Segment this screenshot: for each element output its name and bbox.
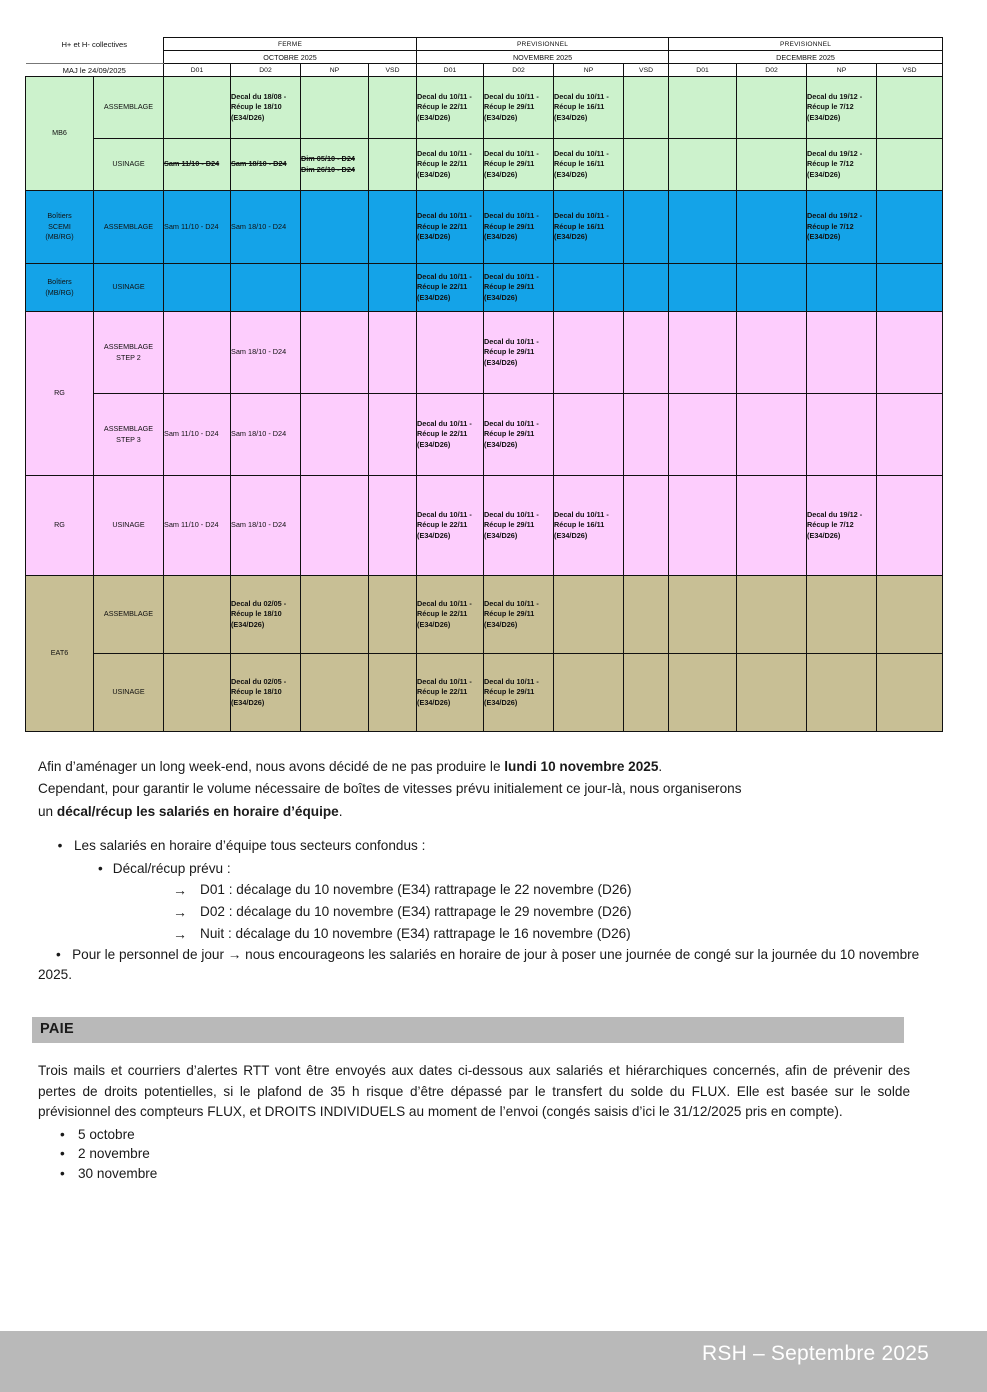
schedule-cell[interactable]: Sam 18/10 - D24	[231, 312, 301, 394]
schedule-cell[interactable]	[624, 312, 669, 394]
schedule-cell[interactable]: Decal du 10/11 - Récup le 22/11 (E34/D26)	[417, 191, 484, 264]
paie-section-title: PAIE	[40, 1021, 74, 1037]
col-nov-d01: D01	[417, 64, 484, 77]
schedule-cell[interactable]	[669, 77, 737, 139]
col-nov-d02: D02	[484, 64, 554, 77]
arrow-item-d02	[173, 902, 938, 923]
schedule-cell[interactable]	[369, 139, 417, 191]
schedule-cell[interactable]	[164, 576, 231, 654]
schedule-cell[interactable]	[877, 312, 943, 394]
schedule-cell[interactable]	[877, 394, 943, 476]
col-oct-d02: D02	[231, 64, 301, 77]
intro-line-3	[38, 802, 938, 822]
bullet-level1-label: Les salariés en horaire d’équipe tous secteurs confondus :	[74, 838, 426, 854]
bullet-level1	[56, 836, 938, 856]
schedule-cell[interactable]	[737, 576, 807, 654]
table-head	[26, 38, 943, 77]
schedule-cell[interactable]	[669, 264, 737, 312]
operation-label: ASSEMBLAGE	[94, 191, 164, 264]
schedule-cell[interactable]: Decal du 10/11 - Récup le 22/11 (E34/D26)	[417, 77, 484, 139]
bullet-personnel-de-jour	[38, 945, 938, 986]
col-dec-d01: D01	[669, 64, 737, 77]
operation-label: ASSEMBLAGE	[94, 77, 164, 139]
bullet-dot-icon: •	[60, 1126, 65, 1142]
schedule-cell[interactable]	[737, 312, 807, 394]
jour-rest-text: nous encourageons les salariés en horaire de jour à poser une journée de congé sur la journée du 10 novembre 2025.	[38, 946, 920, 983]
schedule-cell[interactable]: Decal du 10/11 - Récup le 22/11 (E34/D26)	[417, 576, 484, 654]
schedule-cell[interactable]	[554, 654, 624, 732]
schedule-cell[interactable]	[417, 312, 484, 394]
schedule-cell[interactable]: Decal du 10/11 - Récup le 22/11 (E34/D26)	[417, 264, 484, 312]
schedule-cell[interactable]	[737, 654, 807, 732]
bullet-dot-icon: •	[56, 946, 73, 962]
schedule-cell[interactable]: Decal du 10/11 - Récup le 29/11 (E34/D26)	[484, 139, 554, 191]
schedule-cell[interactable]	[369, 191, 417, 264]
schedule-cell[interactable]	[369, 312, 417, 394]
intro-line-1	[38, 757, 938, 777]
schedule-cell[interactable]	[301, 191, 369, 264]
schedule-cell[interactable]	[737, 191, 807, 264]
schedule-cell[interactable]: Decal du 19/12 - Récup le 7/12 (E34/D26)	[807, 77, 877, 139]
schedule-cell[interactable]	[669, 476, 737, 576]
arrow-item-d02-label: D02 : décalage du 10 novembre (E34) rattrapage le 29 novembre (D26)	[200, 903, 632, 919]
schedule-cell[interactable]: Decal du 10/11 - Récup le 22/11 (E34/D26)	[417, 476, 484, 576]
group-status-october: FERME	[164, 38, 417, 51]
group-status-november: PREVISIONNEL	[417, 38, 669, 51]
schedule-cell[interactable]: Sam 11/10 - D24	[164, 139, 231, 191]
schedule-cell[interactable]: Sam 11/10 - D24	[164, 394, 231, 476]
schedule-cell[interactable]: Decal du 10/11 - Récup le 29/11 (E34/D26)	[484, 576, 554, 654]
col-nov-np: NP	[554, 64, 624, 77]
list-item	[60, 1144, 910, 1163]
schedule-cell[interactable]	[737, 139, 807, 191]
bullet-level2-label: Décal/récup prévu :	[112, 860, 231, 876]
table-row	[26, 312, 943, 394]
schedule-cell[interactable]	[164, 264, 231, 312]
schedule-cell[interactable]: Decal du 10/11 - Récup le 29/11 (E34/D26)	[484, 476, 554, 576]
section-label-mb6: MB6	[26, 77, 94, 191]
schedule-cell[interactable]	[301, 312, 369, 394]
schedule-cell[interactable]	[301, 394, 369, 476]
schedule-cell[interactable]: Decal du 10/11 - Récup le 22/11 (E34/D26)	[417, 654, 484, 732]
intro-line1-c: .	[658, 759, 663, 774]
schedule-cell[interactable]	[669, 576, 737, 654]
schedule-cell[interactable]: Sam 18/10 - D24	[231, 476, 301, 576]
list-item	[60, 1164, 910, 1183]
arrow-right-icon: →	[173, 881, 187, 898]
col-oct-d01: D01	[164, 64, 231, 77]
schedule-cell[interactable]	[554, 576, 624, 654]
paie-paragraph: Trois mails et courriers d’alertes RTT vont être envoyés aux dates ci-dessous aux salariés et hiérarchiques concernés, afin de prévenir des pertes de droits potentielles, si le plafond de 35 h risque d’être dépassé par le transfert du solde du FLUX. Elle est basée sur le solde prévisionnel des compteurs FLUX, et DROITS INDIVIDUELS au moment de l’envoi (congés saisis d’ici le 31/12/2025 pris en compte).	[38, 1063, 910, 1120]
intro-line3-bold: décal/récup les salariés en horaire d’équipe	[56, 803, 339, 819]
schedule-cell[interactable]: Sam 18/10 - D24	[231, 394, 301, 476]
schedule-cell[interactable]	[301, 576, 369, 654]
schedule-cell[interactable]	[369, 264, 417, 312]
paie-date-list	[38, 1125, 910, 1183]
schedule-cell[interactable]: Decal du 10/11 - Récup le 16/11 (E34/D26)	[554, 476, 624, 576]
schedule-cell[interactable]	[301, 264, 369, 312]
table-row	[26, 654, 943, 732]
intro-line1-a: Afin d’aménager un long week-end, nous avons décidé de ne pas produire le	[38, 759, 505, 774]
schedule-cell[interactable]: Decal du 10/11 - Récup le 16/11 (E34/D26)	[554, 139, 624, 191]
list-item	[60, 1125, 910, 1144]
operation-label: USINAGE	[94, 264, 164, 312]
schedule-cell[interactable]	[164, 654, 231, 732]
schedule-cell[interactable]	[369, 654, 417, 732]
group-month-november: NOVEMBRE 2025	[417, 51, 669, 64]
table-row	[26, 476, 943, 576]
schedule-cell[interactable]	[877, 77, 943, 139]
schedule-cell[interactable]: Decal du 19/12 - Récup le 7/12 (E34/D26)	[807, 139, 877, 191]
table-row	[26, 77, 943, 139]
schedule-cell[interactable]	[301, 654, 369, 732]
schedule-cell[interactable]: Dim 05/10 - D24 Dim 26/10 - D24	[301, 139, 369, 191]
arrow-item-d01	[173, 880, 938, 901]
corner-label-top: H+ et H- collectives	[26, 38, 164, 51]
arrow-right-icon: →	[227, 946, 242, 962]
schedule-cell[interactable]	[231, 264, 301, 312]
col-dec-np: NP	[807, 64, 877, 77]
schedule-table	[25, 37, 943, 732]
table-row	[26, 576, 943, 654]
schedule-cell[interactable]: Decal du 10/11 - Récup le 22/11 (E34/D26)	[417, 394, 484, 476]
group-month-december: DECEMBRE 2025	[669, 51, 943, 64]
section-label-rg: RG	[26, 312, 94, 476]
schedule-cell[interactable]: Sam 11/10 - D24	[164, 476, 231, 576]
schedule-cell[interactable]: Decal du 19/12 - Récup le 7/12 (E34/D26)	[807, 191, 877, 264]
corner-spacer	[26, 51, 164, 64]
schedule-cell[interactable]	[369, 476, 417, 576]
schedule-cell[interactable]	[669, 139, 737, 191]
operation-label: USINAGE	[94, 476, 164, 576]
intro-text-block	[38, 757, 938, 988]
bullet-dot-icon: •	[57, 838, 63, 854]
schedule-cell[interactable]	[877, 264, 943, 312]
schedule-cell[interactable]	[301, 476, 369, 576]
schedule-cell[interactable]: Decal du 10/11 - Récup le 29/11 (E34/D26)	[484, 312, 554, 394]
paie-body-block	[38, 1061, 910, 1183]
schedule-cell[interactable]	[807, 312, 877, 394]
operation-label: USINAGE	[94, 654, 164, 732]
schedule-cell[interactable]	[624, 264, 669, 312]
schedule-cell[interactable]	[554, 394, 624, 476]
schedule-cell[interactable]	[877, 139, 943, 191]
schedule-cell[interactable]	[669, 191, 737, 264]
intro-line3-a: un	[38, 803, 57, 819]
schedule-cell[interactable]	[624, 394, 669, 476]
table-row	[26, 394, 943, 476]
jour-lead-text: Pour le personnel de jour	[72, 946, 228, 962]
header-row-status	[26, 38, 943, 51]
schedule-cell[interactable]	[369, 576, 417, 654]
schedule-cell[interactable]	[624, 654, 669, 732]
schedule-cell[interactable]	[369, 77, 417, 139]
group-month-october: OCTOBRE 2025	[164, 51, 417, 64]
schedule-cell[interactable]: Sam 18/10 - D24	[231, 191, 301, 264]
section-label-rg: RG	[26, 476, 94, 576]
schedule-cell[interactable]	[301, 77, 369, 139]
operation-label: ASSEMBLAGE	[94, 576, 164, 654]
table-row	[26, 191, 943, 264]
schedule-cell[interactable]	[554, 264, 624, 312]
schedule-cell[interactable]	[624, 77, 669, 139]
schedule-cell[interactable]	[669, 312, 737, 394]
section-label-bo-tiers-scemi-mb-rg-: Boîtiers SCEMI (MB/RG)	[26, 191, 94, 264]
bullet-dot-icon: •	[60, 1165, 65, 1181]
schedule-cell[interactable]	[737, 476, 807, 576]
schedule-cell[interactable]: Decal du 19/12 - Récup le 7/12 (E34/D26)	[807, 476, 877, 576]
col-oct-np: NP	[301, 64, 369, 77]
schedule-cell[interactable]: Sam 11/10 - D24	[164, 191, 231, 264]
schedule-cell[interactable]	[877, 191, 943, 264]
footer-label: RSH – Septembre 2025	[702, 1342, 929, 1365]
operation-label: ASSEMBLAGE STEP 3	[94, 394, 164, 476]
table-row	[26, 139, 943, 191]
schedule-cell[interactable]: Decal du 10/11 - Récup le 16/11 (E34/D26)	[554, 191, 624, 264]
schedule-cell[interactable]	[369, 394, 417, 476]
header-row-columns	[26, 64, 943, 77]
schedule-cell[interactable]: Decal du 10/11 - Récup le 29/11 (E34/D26)	[484, 654, 554, 732]
table-row	[26, 264, 943, 312]
intro-line3-c: .	[338, 803, 343, 819]
arrow-item-nuit	[173, 924, 938, 945]
table-body	[26, 77, 943, 732]
group-status-december: PREVISIONNEL	[669, 38, 943, 51]
col-dec-d02: D02	[737, 64, 807, 77]
schedule-cell[interactable]	[669, 394, 737, 476]
schedule-cell[interactable]	[164, 312, 231, 394]
bullet-dot-icon: •	[98, 860, 103, 876]
intro-line-2: Cependant, pour garantir le volume nécessaire de boîtes de vitesses prévu initialement ce jour-là, nous organiserons	[38, 781, 742, 797]
schedule-cell[interactable]	[807, 394, 877, 476]
schedule-cell[interactable]: Decal du 02/05 - Récup le 18/10 (E34/D26)	[231, 576, 301, 654]
operation-label: ASSEMBLAGE STEP 2	[94, 312, 164, 394]
schedule-cell[interactable]	[669, 654, 737, 732]
schedule-cell[interactable]	[624, 191, 669, 264]
schedule-cell[interactable]	[554, 312, 624, 394]
col-dec-vsd: VSD	[877, 64, 943, 77]
schedule-cell[interactable]: Decal du 10/11 - Récup le 29/11 (E34/D26)	[484, 264, 554, 312]
schedule-cell[interactable]	[624, 576, 669, 654]
schedule-cell[interactable]: Decal du 10/11 - Récup le 29/11 (E34/D26)	[484, 394, 554, 476]
schedule-cell[interactable]	[624, 139, 669, 191]
arrow-item-d01-label: D01 : décalage du 10 novembre (E34) rattrapage le 22 novembre (D26)	[200, 881, 632, 897]
schedule-cell[interactable]	[877, 576, 943, 654]
section-label-bo-tiers-mb-rg-: Boîtiers (MB/RG)	[26, 264, 94, 312]
schedule-cell[interactable]	[737, 264, 807, 312]
col-oct-vsd: VSD	[369, 64, 417, 77]
schedule-cell[interactable]: Decal du 10/11 - Récup le 16/11 (E34/D26)	[554, 77, 624, 139]
schedule-cell[interactable]	[164, 77, 231, 139]
schedule-cell[interactable]	[807, 264, 877, 312]
corner-label-bottom: MAJ le 24/09/2025	[26, 64, 164, 77]
schedule-cell[interactable]: Decal du 10/11 - Récup le 29/11 (E34/D26)	[484, 191, 554, 264]
bullet-dot-icon: •	[60, 1146, 65, 1162]
section-label-eat6: EAT6	[26, 576, 94, 732]
schedule-cell[interactable]	[737, 394, 807, 476]
schedule-cell[interactable]: Decal du 02/05 - Récup le 18/10 (E34/D26)	[231, 654, 301, 732]
schedule-cell[interactable]	[877, 476, 943, 576]
paie-section-band	[32, 1017, 904, 1043]
schedule-cell[interactable]: Decal du 18/08 - Récup le 18/10 (E34/D26)	[231, 77, 301, 139]
operation-label: USINAGE	[94, 139, 164, 191]
arrow-right-icon: →	[173, 903, 187, 920]
intro-line1-bold: lundi 10 novembre 2025	[504, 759, 659, 774]
col-nov-vsd: VSD	[624, 64, 669, 77]
schedule-cell[interactable]	[807, 654, 877, 732]
paie-date-1: 2 novembre	[78, 1146, 150, 1162]
bullet-level2	[98, 859, 938, 879]
schedule-cell[interactable]	[807, 576, 877, 654]
schedule-cell[interactable]: Sam 18/10 - D24	[231, 139, 301, 191]
schedule-cell[interactable]: Decal du 10/11 - Récup le 22/11 (E34/D26)	[417, 139, 484, 191]
paie-date-0: 5 octobre	[78, 1126, 135, 1142]
paie-date-2: 30 novembre	[78, 1165, 158, 1181]
schedule-cell[interactable]: Decal du 10/11 - Récup le 29/11 (E34/D26)	[484, 77, 554, 139]
arrow-right-icon: →	[173, 925, 187, 942]
schedule-table-wrapper	[25, 37, 942, 732]
schedule-cell[interactable]	[737, 77, 807, 139]
arrow-item-nuit-label: Nuit : décalage du 10 novembre (E34) rattrapage le 16 novembre (D26)	[200, 925, 631, 941]
schedule-cell[interactable]	[877, 654, 943, 732]
header-row-month	[26, 51, 943, 64]
schedule-cell[interactable]	[624, 476, 669, 576]
